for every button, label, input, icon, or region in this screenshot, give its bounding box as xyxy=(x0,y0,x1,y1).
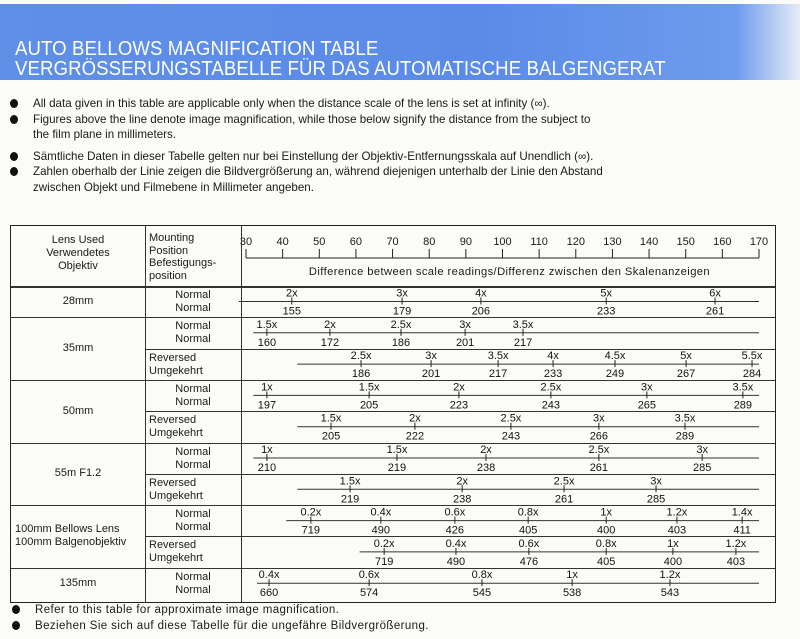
magnification-table xyxy=(10,225,776,603)
distance-value: 238 xyxy=(453,493,472,506)
magnification-value: 1.5x xyxy=(386,444,408,456)
mounting-position xyxy=(145,289,241,315)
mounting-position-text: Umgekehrt xyxy=(149,489,203,502)
distance-value: 490 xyxy=(446,555,466,568)
distance-value: 411 xyxy=(733,524,751,537)
lens-name-text: 50mm xyxy=(62,404,94,417)
distance-value: 243 xyxy=(501,430,521,443)
magnification-value: 1.5x xyxy=(256,318,278,331)
magnification-value: 0.4x xyxy=(370,506,392,519)
magnification-value: 1x xyxy=(261,381,273,394)
magnification-value: 0.6x xyxy=(358,569,380,582)
magnification-value: 0.4x xyxy=(258,569,280,582)
magnification-value: 3.5x xyxy=(512,318,534,331)
lens-name-text: 100mm Bellows Lens xyxy=(15,523,120,536)
magnification-value: 0.2x xyxy=(373,537,395,550)
magnification-value: 3x xyxy=(696,444,709,456)
distance-value: 400 xyxy=(597,524,616,537)
distance-value: 201 xyxy=(455,336,475,349)
distance-value: 179 xyxy=(392,305,412,318)
distance-value: 219 xyxy=(340,493,360,506)
magnification-value: 0.8x xyxy=(595,537,617,550)
magnification-value: 3x xyxy=(641,381,653,394)
magnification-value: 2x xyxy=(285,287,298,300)
magnification-value: 1.2x xyxy=(666,506,688,519)
distance-value: 403 xyxy=(726,555,746,568)
lens-name-text: 35mm xyxy=(62,342,94,355)
magnification-value: 2.5x xyxy=(588,444,610,456)
mounting-position-text: Normal xyxy=(175,382,211,395)
magnification-value: 2.5x xyxy=(500,412,522,425)
distance-value: 233 xyxy=(597,305,616,318)
mounting-position-text: Normal xyxy=(175,289,211,301)
distance-value: 197 xyxy=(257,399,277,412)
distance-value: 186 xyxy=(391,336,411,349)
title-german: VERGRÖSSERUNGSTABELLE FÜR DAS AUTOMATISCHE BALGENGERAT xyxy=(15,58,666,80)
header-text: Befestigungs- xyxy=(149,257,217,269)
mounting-position-text: Umgekehrt xyxy=(149,427,203,440)
lens-name xyxy=(11,577,145,590)
mounting-position-text: Normal xyxy=(175,395,211,408)
distance-value: 574 xyxy=(359,587,379,600)
distance-value: 238 xyxy=(476,462,496,474)
magnification-value: 1x xyxy=(566,569,578,582)
header-text: position xyxy=(149,269,187,282)
mounting-position xyxy=(145,571,241,597)
scale-tick-label: 40 xyxy=(276,236,289,248)
scale-tick-label: 130 xyxy=(603,236,622,248)
magnification-value: 2x xyxy=(324,318,336,331)
mounting-position xyxy=(145,539,245,565)
distance-value: 267 xyxy=(676,368,696,381)
lens-name-text: 135mm xyxy=(59,576,97,589)
scale-tick-label: 140 xyxy=(639,236,659,248)
title-english: AUTO BELLOWS MAGNIFICATION TABLE xyxy=(15,38,379,60)
header-text: Verwendetes xyxy=(46,247,110,259)
scale-tick-label: 30 xyxy=(239,236,253,248)
mounting-position-text: Normal xyxy=(175,570,211,583)
footnote-text: Refer to this table for approximate image magnification. xyxy=(35,604,340,616)
header-text: Position xyxy=(149,244,189,257)
distance-value: 155 xyxy=(282,305,301,318)
distance-value: 719 xyxy=(301,524,321,537)
lens-name xyxy=(11,405,145,418)
distance-value: 400 xyxy=(663,555,683,568)
distance-value: 206 xyxy=(471,305,491,318)
magnification-value: 6x xyxy=(709,287,721,300)
scale-tick-label: 120 xyxy=(566,236,585,248)
lens-name-text: 28mm xyxy=(62,295,94,308)
group-divider xyxy=(11,568,775,569)
mounting-position-text: Reversed xyxy=(149,414,197,427)
mounting-position-text: Reversed xyxy=(149,539,197,552)
bullet-icon xyxy=(10,167,18,176)
bullet-icon xyxy=(10,115,18,124)
scale-tick-label: 150 xyxy=(676,236,695,248)
distance-value: 205 xyxy=(321,430,341,443)
title-banner xyxy=(0,4,800,80)
magnification-value: 1x xyxy=(667,537,679,550)
distance-value: 660 xyxy=(259,587,279,600)
magnification-value: 0.4x xyxy=(445,537,467,550)
distance-value: 205 xyxy=(359,399,379,412)
magnification-value: 0.2x xyxy=(300,506,322,519)
row-divider xyxy=(11,286,775,288)
row-divider xyxy=(145,474,775,475)
mounting-position-text: Umgekehrt xyxy=(149,364,203,377)
distance-value: 223 xyxy=(449,399,469,412)
note-item xyxy=(8,149,798,165)
distance-value: 219 xyxy=(387,462,407,474)
mounting-position-text: Normal xyxy=(175,445,211,458)
scale-tick-label: 50 xyxy=(313,236,326,248)
lens-name-text: 55m F1.2 xyxy=(54,467,102,480)
distance-value: 265 xyxy=(637,399,657,412)
bullet-icon xyxy=(10,152,18,161)
scale-tick-label: 110 xyxy=(530,236,548,248)
magnification-value: 2x xyxy=(409,412,421,425)
magnification-value: 2.5x xyxy=(553,475,575,488)
lens-name xyxy=(11,295,145,308)
group-divider xyxy=(11,505,775,506)
mounting-position xyxy=(145,508,241,534)
bullet-icon xyxy=(12,605,20,614)
distance-value: 222 xyxy=(405,430,425,443)
scale-tick-label: 80 xyxy=(423,236,436,248)
magnification-value: 1.5x xyxy=(358,381,380,394)
scale-tick-label: 160 xyxy=(713,236,732,248)
magnification-value: 2.5x xyxy=(390,318,412,331)
note-text: the film plane in millimeters. xyxy=(33,128,177,141)
distance-value: 266 xyxy=(589,430,609,443)
magnification-value: 1.5x xyxy=(339,475,361,488)
distance-value: 289 xyxy=(675,430,695,443)
mounting-position xyxy=(145,414,245,440)
group-divider xyxy=(11,443,775,444)
magnification-value: 0.6x xyxy=(518,537,540,550)
distance-value: 261 xyxy=(554,493,574,506)
magnification-value: 1.2x xyxy=(725,537,747,550)
scale-tick-label: 70 xyxy=(386,236,399,248)
mounting-position-text: Normal xyxy=(175,320,211,333)
lens-name xyxy=(11,523,145,549)
mounting-position-text: Normal xyxy=(175,583,211,596)
magnification-value: 2x xyxy=(456,475,469,488)
header-text: Lens Used xyxy=(51,234,105,246)
mounting-position xyxy=(145,383,241,409)
magnification-value: 3.5x xyxy=(732,381,754,394)
row-divider xyxy=(145,411,775,412)
magnification-value: 4x xyxy=(475,287,487,300)
scale-tick-label: 90 xyxy=(459,236,472,248)
mounting-position-text: Normal xyxy=(175,333,211,346)
distance-value: 261 xyxy=(589,462,609,474)
distance-value: 538 xyxy=(562,587,582,600)
distance-value: 160 xyxy=(257,336,277,349)
bullet-icon xyxy=(12,621,20,630)
row-divider xyxy=(145,349,775,350)
distance-value: 543 xyxy=(660,587,680,600)
distance-value: 285 xyxy=(693,462,712,474)
magnification-value: 2x xyxy=(453,381,465,394)
distance-value: 476 xyxy=(519,555,539,568)
distance-value: 243 xyxy=(541,399,561,412)
distance-value: 403 xyxy=(667,524,687,537)
mounting-position-text: Umgekehrt xyxy=(149,552,203,565)
distance-value: 285 xyxy=(646,493,666,506)
mounting-position xyxy=(145,320,241,346)
magnification-value: 3x xyxy=(593,412,605,425)
group-divider xyxy=(11,380,775,381)
mounting-position xyxy=(145,446,241,472)
magnification-value: 3.5x xyxy=(487,350,509,363)
distance-value: 210 xyxy=(257,462,277,474)
distance-value: 217 xyxy=(488,368,508,381)
note-item xyxy=(8,96,798,112)
scale-tick-label: 100 xyxy=(493,236,512,248)
distance-value: 545 xyxy=(472,587,492,600)
note-item xyxy=(8,112,798,143)
bullet-icon xyxy=(10,99,18,108)
magnification-value: 2x xyxy=(480,444,492,456)
magnification-value: 0.8x xyxy=(471,569,493,582)
distance-value: 405 xyxy=(518,524,538,537)
magnification-value: 2.5x xyxy=(350,350,372,363)
magnification-value: 2.5x xyxy=(540,381,562,394)
magnification-value: 4x xyxy=(547,350,559,363)
scale-caption: Difference between scale readings/Differenz zwischen den Skalenanzeigen xyxy=(308,266,711,278)
mounting-position-text: Reversed xyxy=(149,476,197,489)
distance-value: 490 xyxy=(371,524,391,537)
mounting-position-text: Normal xyxy=(175,508,211,521)
scale-tick-label: 60 xyxy=(349,236,363,248)
footnote-item xyxy=(10,602,429,618)
row-divider xyxy=(145,536,775,537)
magnification-value: 3x xyxy=(396,287,408,300)
magnification-value: 1.2x xyxy=(659,569,681,582)
distance-value: 284 xyxy=(742,368,762,381)
magnification-value: 3x xyxy=(459,318,471,331)
header-text: Objektiv xyxy=(58,260,98,272)
magnification-value: 5x xyxy=(600,287,613,300)
lens-name-text: 100mm Balgenobjektiv xyxy=(15,536,127,549)
mounting-position xyxy=(145,352,245,378)
magnification-value: 1.5x xyxy=(320,412,342,425)
distance-value: 426 xyxy=(445,524,465,537)
mounting-position-text: Normal xyxy=(175,458,211,471)
footnote-text: Beziehen Sie sich auf diese Tabelle für die ungefähre Bildvergrößerung. xyxy=(35,620,429,632)
distance-value: 719 xyxy=(374,555,394,568)
distance-value: 201 xyxy=(421,368,441,381)
lens-name xyxy=(11,342,145,355)
note-text: zwischen Objekt und Filmebene in Millimeter angeben. xyxy=(33,180,314,194)
mounting-position-text: Normal xyxy=(175,521,211,534)
group-divider xyxy=(11,317,775,318)
distance-value: 217 xyxy=(513,336,533,349)
lens-name xyxy=(11,467,145,480)
footnotes xyxy=(10,602,429,634)
footnote-item xyxy=(10,618,429,634)
distance-value: 405 xyxy=(597,555,616,568)
magnification-value: 1x xyxy=(600,506,613,519)
distance-value: 233 xyxy=(543,368,563,381)
magnification-value: 0.8x xyxy=(517,506,539,519)
magnification-value: 4.5x xyxy=(604,350,626,363)
magnification-value: 5.5x xyxy=(741,350,763,363)
magnification-value: 3x xyxy=(650,475,662,488)
mounting-position-text: Normal xyxy=(175,302,211,314)
notes-list xyxy=(8,96,798,195)
distance-value: 172 xyxy=(320,336,340,349)
note-text: Figures above the line denote image magnification, while those below signify the distance from the subject to xyxy=(33,112,591,126)
mounting-position xyxy=(145,477,245,503)
distance-value: 249 xyxy=(605,368,625,381)
magnification-value: 0.6x xyxy=(444,506,466,519)
magnification-value: 3.5x xyxy=(674,412,696,425)
magnification-value: 1x xyxy=(261,444,273,456)
distance-value: 289 xyxy=(733,399,753,412)
magnification-value: 1.4x xyxy=(731,506,753,519)
note-text: Sämtliche Daten in dieser Tabelle gelten nur bei Einstellung der Objektiv-Entfernungsskala auf Unendlich (∞). xyxy=(33,149,594,163)
distance-value: 186 xyxy=(351,368,371,381)
header-text: Mounting xyxy=(149,232,195,244)
magnification-value: 5x xyxy=(680,350,692,363)
note-item xyxy=(8,164,798,195)
scale-tick-label: 170 xyxy=(749,236,769,248)
mounting-position-text: Reversed xyxy=(149,351,197,364)
magnification-value: 3x xyxy=(425,350,437,363)
note-text: Zahlen oberhalb der Linie zeigen die Bildvergrößerung an, während diejenigen unterhalb der Linie den Abstand xyxy=(33,165,603,178)
note-text: All data given in this table are applicable only when the distance scale of the lens is set at infinity (∞). xyxy=(33,97,550,110)
distance-value: 261 xyxy=(705,305,725,318)
